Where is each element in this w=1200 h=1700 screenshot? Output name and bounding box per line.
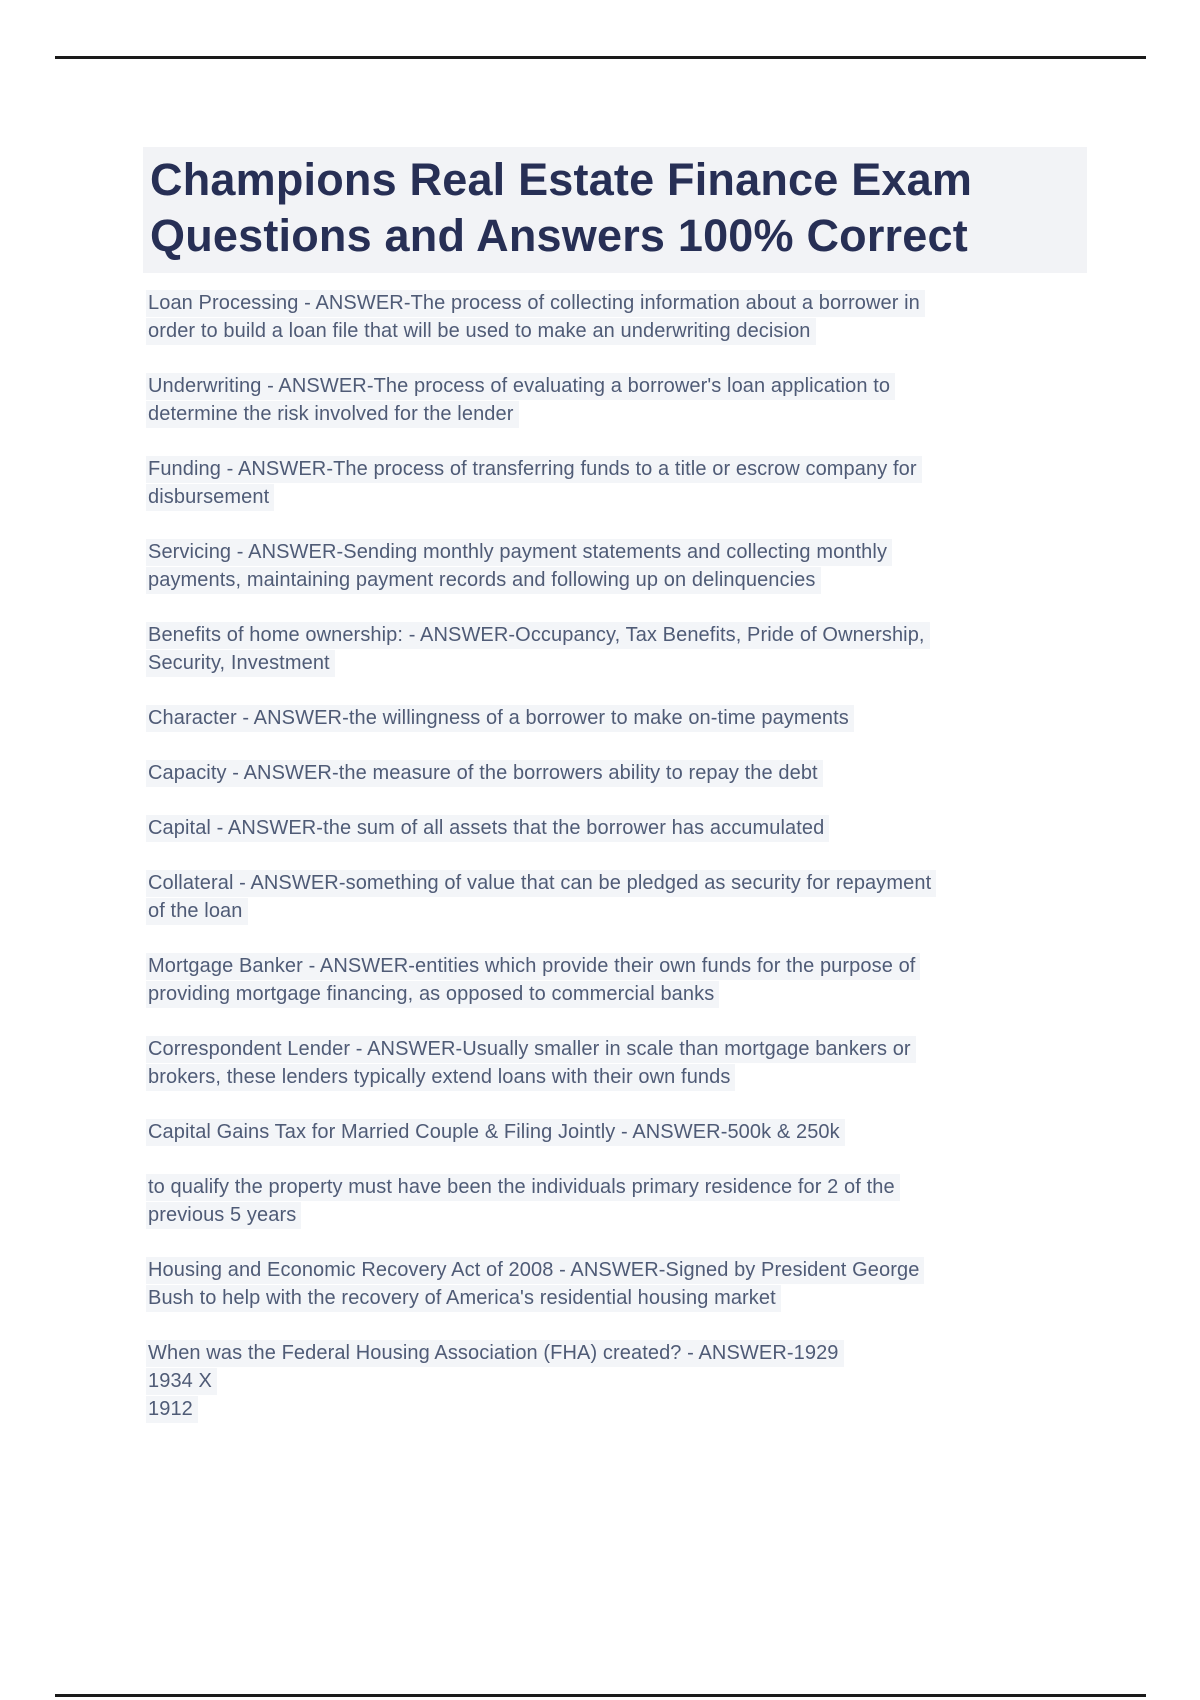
qa-paragraph xyxy=(148,1256,1108,1312)
qa-line: previous 5 years xyxy=(146,1202,301,1229)
qa-paragraph xyxy=(148,759,1108,787)
qa-paragraph xyxy=(148,1339,1108,1423)
qa-line: Loan Processing - ANSWER-The process of collecting information about a borrower in xyxy=(146,290,925,317)
qa-line: payments, maintaining payment records and following up on delinquencies xyxy=(146,567,821,594)
top-page-rule xyxy=(55,56,1146,59)
qa-line: Collateral - ANSWER-something of value that can be pledged as security for repayment xyxy=(146,870,936,897)
qa-line: 1912 xyxy=(146,1396,198,1423)
qa-line: Correspondent Lender - ANSWER-Usually smaller in scale than mortgage bankers or xyxy=(146,1036,916,1063)
qa-paragraph xyxy=(148,1035,1108,1091)
qa-line: Mortgage Banker - ANSWER-entities which provide their own funds for the purpose of xyxy=(146,953,920,980)
qa-line: Capital Gains Tax for Married Couple & Filing Jointly - ANSWER-500k & 250k xyxy=(146,1119,845,1146)
qa-line: Benefits of home ownership: - ANSWER-Occupancy, Tax Benefits, Pride of Ownership, xyxy=(146,622,930,649)
qa-line: order to build a loan file that will be used to make an underwriting decision xyxy=(146,318,816,345)
qa-line: Funding - ANSWER-The process of transferring funds to a title or escrow company for xyxy=(146,456,922,483)
qa-line: Security, Investment xyxy=(146,650,335,677)
qa-line: When was the Federal Housing Association (FHA) created? - ANSWER-1929 xyxy=(146,1340,844,1367)
qa-paragraph xyxy=(148,621,1108,677)
qa-paragraph xyxy=(148,869,1108,925)
qa-line: Housing and Economic Recovery Act of 2008 - ANSWER-Signed by President George xyxy=(146,1257,924,1284)
qa-paragraph xyxy=(148,814,1108,842)
page-title xyxy=(143,147,1087,273)
qa-line: Capital - ANSWER-the sum of all assets that the borrower has accumulated xyxy=(146,815,829,842)
qa-paragraph xyxy=(148,952,1108,1008)
qa-line: Bush to help with the recovery of America's residential housing market xyxy=(146,1285,781,1312)
qa-paragraph xyxy=(148,455,1108,511)
qa-line: brokers, these lenders typically extend loans with their own funds xyxy=(146,1064,735,1091)
page-title-line-1: Champions Real Estate Finance Exam xyxy=(150,154,973,205)
qa-paragraph xyxy=(148,1118,1108,1146)
qa-line: providing mortgage financing, as opposed to commercial banks xyxy=(146,981,719,1008)
qa-line: Servicing - ANSWER-Sending monthly payment statements and collecting monthly xyxy=(146,539,892,566)
qa-paragraph xyxy=(148,704,1108,732)
page-content xyxy=(148,147,1108,1450)
qa-paragraph-list xyxy=(148,289,1108,1423)
qa-line: of the loan xyxy=(146,898,248,925)
qa-line: Character - ANSWER-the willingness of a borrower to make on-time payments xyxy=(146,705,854,732)
qa-line: determine the risk involved for the lender xyxy=(146,401,519,428)
qa-line: to qualify the property must have been the individuals primary residence for 2 of the xyxy=(146,1174,900,1201)
qa-paragraph xyxy=(148,289,1108,345)
qa-line: disbursement xyxy=(146,484,274,511)
qa-line: 1934 X xyxy=(146,1368,217,1395)
qa-paragraph xyxy=(148,1173,1108,1229)
qa-paragraph xyxy=(148,372,1108,428)
qa-line: Capacity - ANSWER-the measure of the borrowers ability to repay the debt xyxy=(146,760,823,787)
qa-line: Underwriting - ANSWER-The process of evaluating a borrower's loan application to xyxy=(146,373,895,400)
qa-paragraph xyxy=(148,538,1108,594)
page-title-line-2: Questions and Answers 100% Correct xyxy=(150,210,968,261)
bottom-page-rule xyxy=(55,1694,1146,1697)
